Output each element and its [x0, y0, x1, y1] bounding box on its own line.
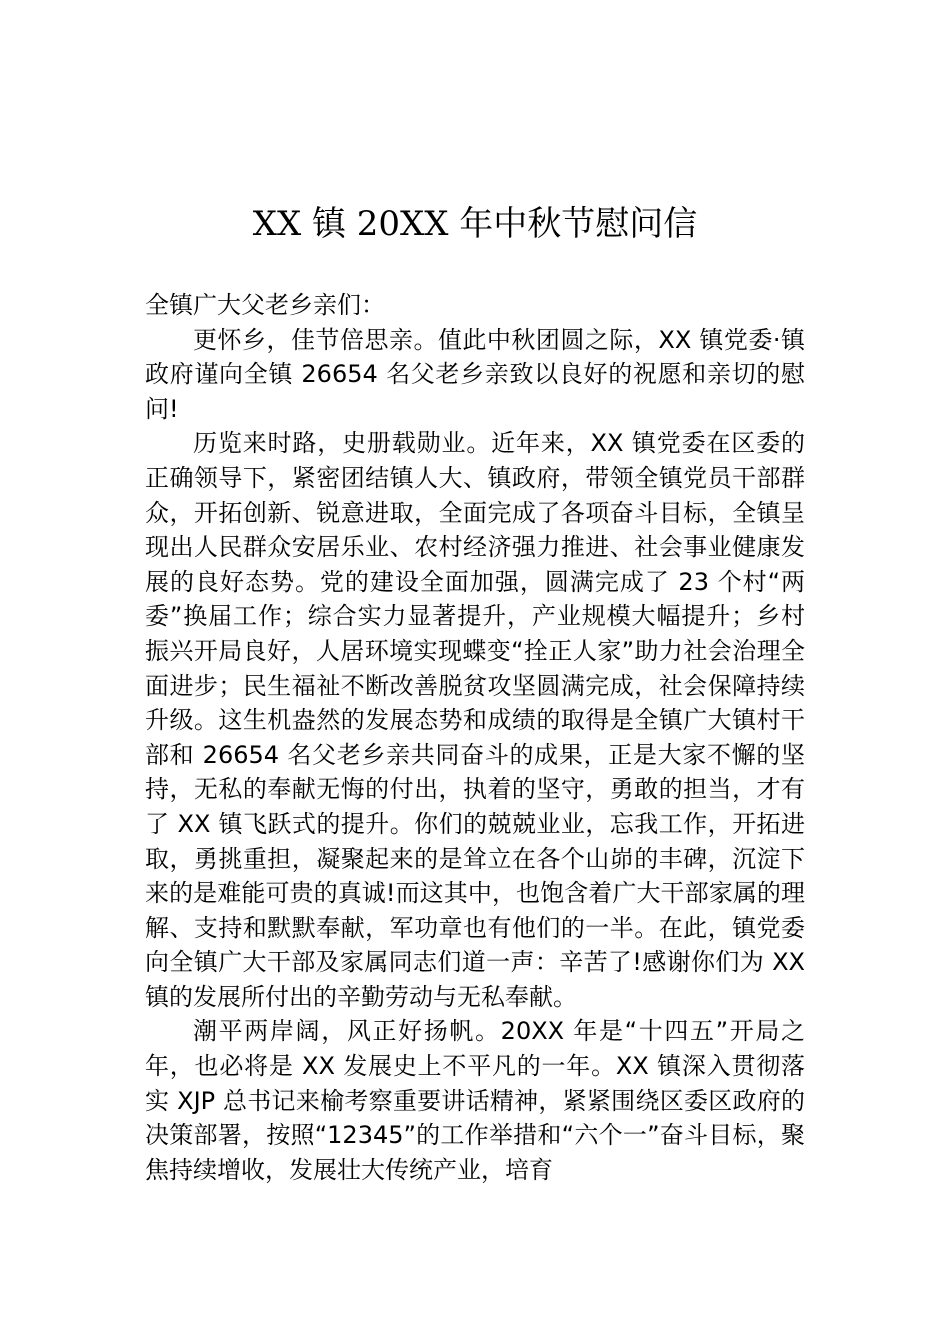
salutation: 全镇广大父老乡亲们： [145, 291, 385, 319]
letter-body [145, 288, 805, 1187]
paragraph-outlook: 潮平两岸阔，风正好扬帆。20XX 年是“十四五”开局之年，也必将是 XX 发展史上不平凡的一年。XX 镇深入贯彻落实 XJP 总书记来榆考察重要讲话精神，紧紧围绕区委区政府的决策部署，按照“12345”的工作举措和“六个一”奋斗目标，聚焦持续增收，发展壮大传统产业，培育 [145, 1017, 805, 1184]
document-title: XX 镇 20XX 年中秋节慰问信 [252, 204, 698, 244]
paragraph-greeting: 更怀乡，佳节倍思亲。值此中秋团圆之际，XX 镇党委·镇政府谨向全镇 26654 名父老乡亲致以良好的祝愿和亲切的慰问! [145, 325, 805, 423]
paragraph-achievements: 历览来时路，史册载勋业。近年来，XX 镇党委在区委的正确领导下，紧密团结镇人大、镇政府，带领全镇党员干部群众，开拓创新、锐意进取，全面完成了各项奋斗目标，全镇呈现出人民群众安居乐业、农村经济强力推进、社会事业健康发展的良好态势。党的建设全面加强，圆满完成了 23 个村“两委”换届工作；综合实力显著提升，产业规模大幅提升；乡村振兴开局良好，人居环境实现蝶变“拴正人家”助力社会治理全面进步；民生福祉不断改善脱贫攻坚圆满完成，社会保障持续升级。这生机盎然的发展态势和成绩的取得是全镇广大镇村干部和 26654 名父老乡亲共同奋斗的成果，正是大家不懈的坚持，无私的奉献无悔的付出，执着的坚守，勇敢的担当，才有了 XX 镇飞跃式的提升。你们的兢兢业业，忘我工作，开拓进取，勇挑重担，凝聚起来的是耸立在各个山峁的丰碑，沉淀下来的是难能可贵的真诚!而这其中，也饱含着广大干部家属的理解、支持和默默奉献，军功章也有他们的一半。在此，镇党委向全镇广大干部及家属同志们道一声：辛苦了!感谢你们为 XX 镇的发展所付出的辛勤劳动与无私奉献。 [145, 429, 805, 1011]
